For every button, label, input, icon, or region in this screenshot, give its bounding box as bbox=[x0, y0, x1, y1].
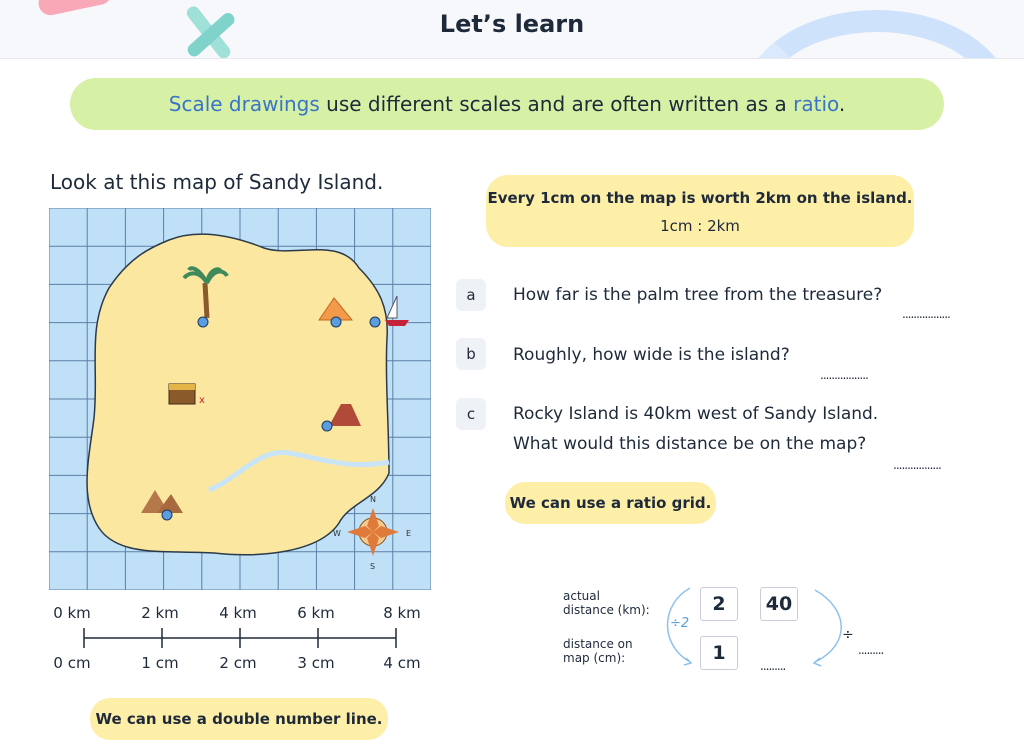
double-number-line bbox=[40, 598, 440, 678]
divide-by-two-note: ÷2 bbox=[670, 616, 690, 631]
actual-distance-label bbox=[563, 589, 650, 617]
compass-e: E bbox=[406, 529, 412, 538]
nl-top-label: 4 km bbox=[219, 604, 257, 622]
question-c-text: Rocky Island is 40km west of Sandy Island. bbox=[513, 404, 879, 424]
number-line-hint: We can use a double number line. bbox=[90, 698, 388, 740]
term-highlight: Scale drawings bbox=[168, 92, 320, 116]
compass-s: S bbox=[370, 562, 376, 571]
nl-bottom-label: 4 cm bbox=[383, 654, 421, 672]
scale-sentence: Every 1cm on the map is worth 2km on the island. bbox=[487, 189, 913, 207]
nl-top-label: 8 km bbox=[383, 604, 421, 622]
map-heading: Look at this map of Sandy Island. bbox=[50, 170, 384, 194]
ratio-cell-actual-1: 2 bbox=[700, 587, 738, 621]
question-c-letter: c bbox=[456, 398, 486, 430]
question-b-letter: b bbox=[456, 338, 486, 370]
question-c-answer-blank[interactable]: ................. bbox=[893, 458, 941, 472]
definition-banner bbox=[70, 78, 944, 130]
ratio-highlight: ratio bbox=[793, 92, 839, 116]
nl-bottom-label: 3 cm bbox=[297, 654, 335, 672]
top-bar bbox=[0, 0, 1024, 59]
map-label-line1: distance on bbox=[563, 637, 633, 651]
nl-top-label: 6 km bbox=[297, 604, 335, 622]
nl-bottom-label: 1 cm bbox=[141, 654, 179, 672]
nl-top-label: 0 km bbox=[53, 604, 91, 622]
banner-text: use different scales and are often written as a bbox=[319, 92, 794, 116]
ratio-cell-map-1: 1 bbox=[700, 636, 738, 670]
question-c-text-2: What would this distance be on the map? bbox=[513, 434, 867, 454]
divide-operator-blank[interactable]: ......... bbox=[858, 643, 884, 657]
page-title: Let’s learn bbox=[439, 10, 585, 38]
compass-n: N bbox=[370, 495, 376, 504]
question-a-answer-blank[interactable]: ................. bbox=[902, 307, 950, 321]
question-b-text: Roughly, how wide is the island? bbox=[513, 345, 790, 365]
ratio-grid-hint: We can use a ratio grid. bbox=[505, 482, 716, 524]
map-label-line2: map (cm): bbox=[563, 651, 626, 665]
nl-top-label: 2 km bbox=[141, 604, 179, 622]
actual-label-line2: distance (km): bbox=[563, 603, 650, 617]
compass-w: W bbox=[333, 529, 341, 538]
ratio-cell-map-2-blank[interactable]: ......... bbox=[760, 659, 786, 673]
question-b-answer-blank[interactable]: ................. bbox=[820, 368, 868, 382]
question-a-letter: a bbox=[456, 279, 486, 311]
svg-text:x: x bbox=[199, 395, 205, 406]
ratio-cell-actual-2: 40 bbox=[760, 587, 798, 621]
actual-label-line1: actual bbox=[563, 589, 600, 603]
island-shape bbox=[87, 234, 389, 555]
scale-info-box bbox=[486, 175, 914, 247]
nl-bottom-label: 0 cm bbox=[53, 654, 91, 672]
divide-operator: ÷ bbox=[842, 627, 854, 643]
nl-bottom-label: 2 cm bbox=[219, 654, 257, 672]
scale-ratio: 1cm : 2km bbox=[660, 217, 740, 235]
map-distance-label bbox=[563, 637, 633, 665]
banner-end: . bbox=[838, 92, 846, 116]
question-a-text: How far is the palm tree from the treasure? bbox=[513, 285, 883, 305]
island-map bbox=[49, 208, 431, 590]
